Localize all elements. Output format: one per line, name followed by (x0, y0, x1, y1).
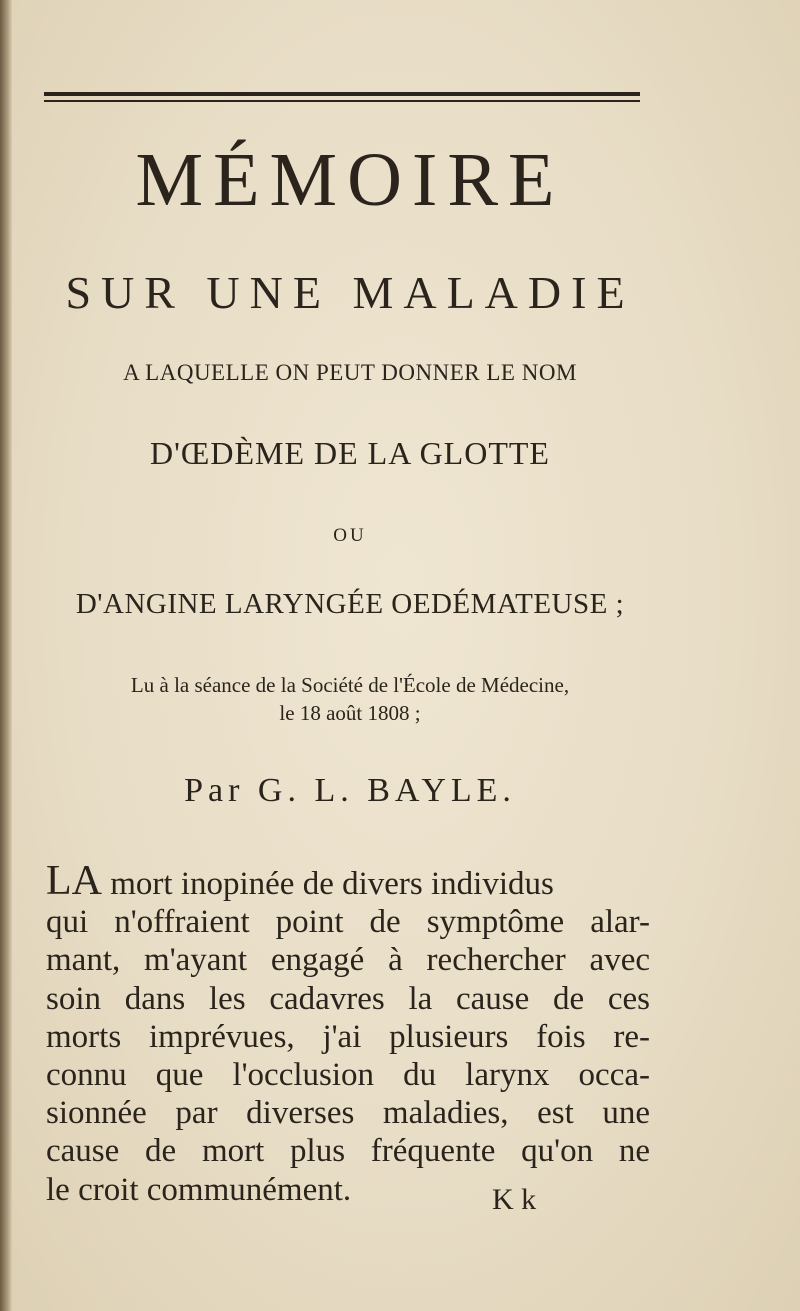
body-line: qui n'offraient point de symptôme alar- (46, 904, 650, 941)
decorative-rule (44, 92, 640, 104)
body-line: connu que l'occlusion du larynx occa- (46, 1057, 650, 1094)
title-line-4: D'ŒDÈME DE LA GLOTTE (150, 435, 550, 471)
memoir-title: MÉMOIRE (135, 138, 565, 222)
signature-mark: K k (492, 1183, 537, 1216)
title-line-or: OU (333, 525, 367, 546)
drop-cap: LA (46, 858, 102, 904)
title-line-3: A LAQUELLE ON PEUT DONNER LE NOM (123, 360, 577, 385)
reading-note-line-2: le 18 août 1808 ; (279, 701, 421, 725)
reading-note-line-1: Lu à la séance de la Société de l'École de Médecine, (130, 673, 570, 697)
body-line: mant, m'ayant engagé à rechercher avec (46, 942, 650, 979)
title-line-6: D'ANGINE LARYNGÉE OEDÉMATEUSE ; (75, 588, 625, 620)
body-line: soin dans les cadavres la cause de ces (46, 980, 650, 1017)
body-line-first-rest: mort inopinée de divers individus (102, 866, 554, 902)
body-line-last: le croit communément. (46, 1171, 352, 1208)
book-gutter (0, 0, 12, 1311)
rule-thin-line (44, 100, 640, 102)
author-byline: Par G. L. BAYLE. (184, 772, 516, 809)
body-line: morts imprévues, j'ai plusieurs fois re- (46, 1018, 650, 1055)
memoir-subtitle: SUR UNE MALADIE (65, 267, 635, 318)
body-line: sionnée par diverses maladies, est une (46, 1095, 650, 1132)
rule-thick-line (44, 92, 640, 96)
body-line: cause de mort plus fréquente qu'on ne (46, 1133, 650, 1170)
body-line-first (46, 858, 650, 904)
body-text (46, 858, 650, 1209)
